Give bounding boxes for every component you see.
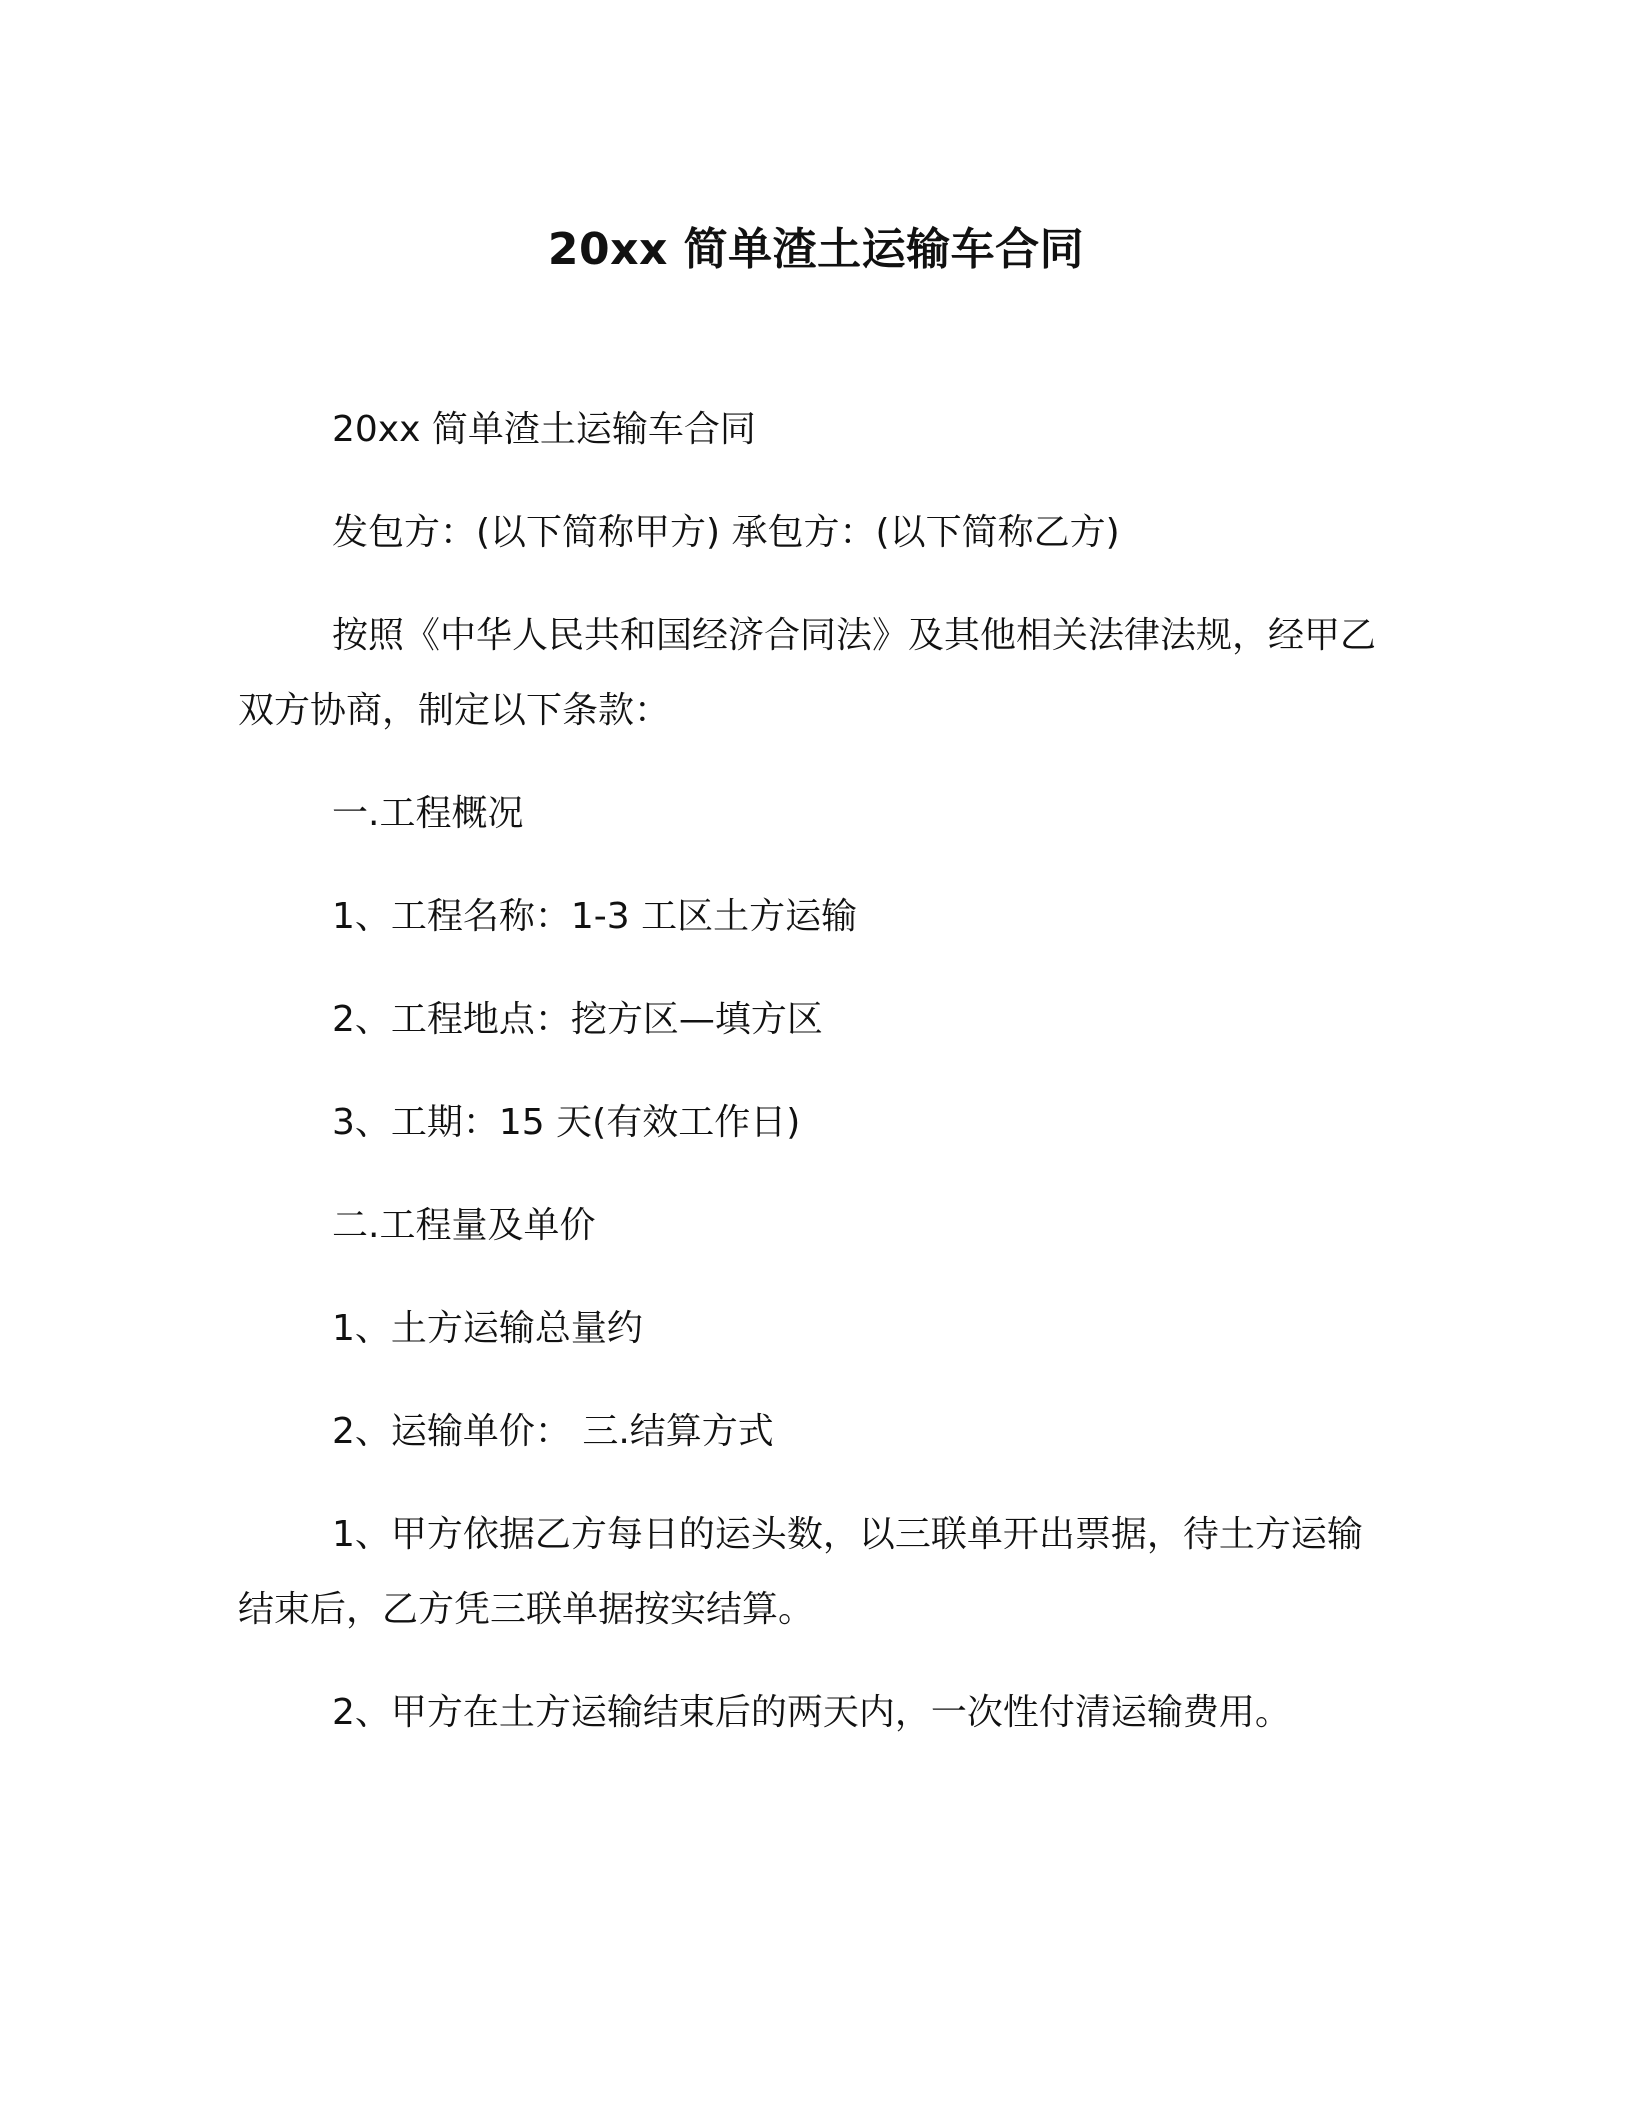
document-body — [238, 392, 1378, 1778]
paragraph-project-location: 2、工程地点：挖方区—填方区 — [332, 999, 823, 1040]
paragraph-total-volume: 1、土方运输总量约 — [332, 1308, 643, 1349]
paragraph-unit-price-settlement: 2、运输单价： 三.结算方式 — [332, 1411, 774, 1452]
document-title: 20xx 简单渣土运输车合同 — [547, 224, 1085, 275]
paragraph-duration: 3、工期：15 天(有效工作日) — [332, 1102, 801, 1143]
section-heading-project-overview: 一.工程概况 — [332, 793, 524, 834]
paragraph-project-name: 1、工程名称：1-3 工区土方运输 — [332, 896, 858, 937]
paragraph-parties: 发包方：(以下简称甲方) 承包方：(以下简称乙方) — [332, 512, 1120, 553]
paragraph-settlement-method: 1、甲方依据乙方每日的运头数，以三联单开出票据，待土方运输结束后，乙方凭三联单据按实结算。 — [238, 1514, 1363, 1630]
section-heading-quantity-price: 二.工程量及单价 — [332, 1205, 596, 1246]
paragraph-heading-repeat: 20xx 简单渣土运输车合同 — [332, 409, 756, 450]
paragraph-legal-basis: 按照《中华人民共和国经济合同法》及其他相关法律法规，经甲乙双方协商，制定以下条款： — [238, 615, 1377, 731]
paragraph-payment-terms: 2、甲方在土方运输结束后的两天内，一次性付清运输费用。 — [332, 1692, 1291, 1733]
